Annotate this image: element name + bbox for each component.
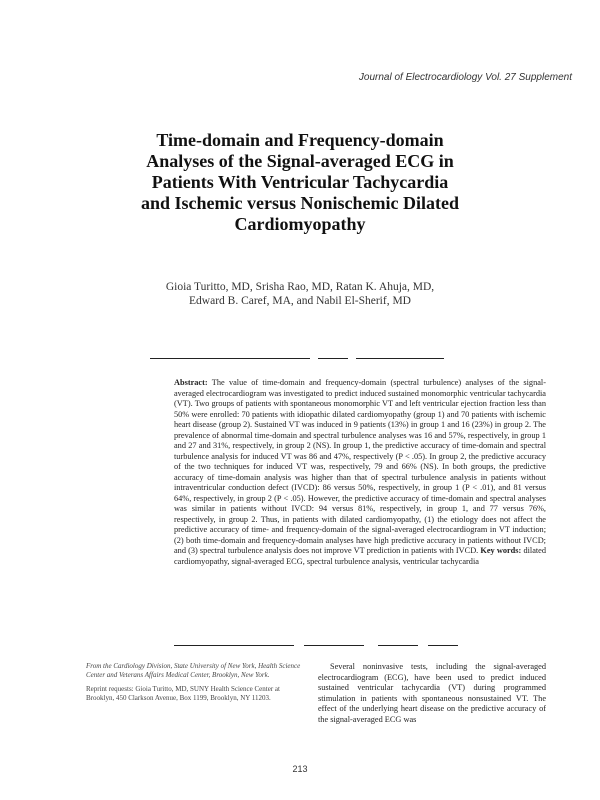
title-line: Cardiomyopathy [234,214,366,234]
abstract-label: Abstract: [174,378,208,387]
rule-divider [378,645,418,646]
rule-divider [318,358,348,359]
author-list [60,280,540,308]
affiliation-footnote: From the Cardiology Division, State University of New York, Health Science Center and Veterans Affairs Medical Center, Brooklyn, New York. [86,662,301,679]
abstract-text: The value of time-domain and frequency-domain (spectral turbulence) analyses of the signal-averaged electrocardiogram was investigated to predict induced sustained monomorphic ventricular tachycardia (VT). Two groups of patients with spontaneous monomorphic VT and left ventricular ejection fraction less than 50% were enrolled: 70 patients with idiopathic dilated cardiomyopathy (group 1) and 70 patients with ischemic heart disease (group 2). Sustained VT was induced in 9 patients (13%) in group 1 and 16 (23%) in group 2. The prevalence of abnormal time-domain and spectral turbulence analyses was 16 and 57%, respectively, in group 1 and 27 and 31%, respectively, in group 2 (NS). In group 1, the predictive accuracy of time-domain and spectral turbulence analysis for induced VT was 86 and 47%, respectively (P < .05). In group 2, the predictive accuracy of the two techniques for induced VT was, respectively, 79 and 66% (NS). In both groups, the predictive accuracy of time-domain analysis was higher than that of spectral turbulence analysis in patients without intraventricular conduction defect (IVCD): 86 versus 50%, respectively, in group 1 (P < .01), and 81 versus 64%, respectively, in group 2 (P < .05). However, the predictive accuracy of time-domain and spectral analyses was similar in patients without IVCD: 94 versus 81%, respectively, in group 1, and 77 versus 76%, respectively, in group 2. Thus, in patients with dilated cardiomyopathy, (1) the etiology does not affect the predictive accuracy of time- and frequency-domain of the signal-averaged electrocardiogram in VT induction; (2) both time-domain and frequency-domain analyses have high predictive accuracy in patients without IVCD; and (3) spectral turbulence analysis does not improve VT prediction in patients with IVCD. [174,378,546,555]
article-title [60,130,540,235]
abstract [174,378,546,567]
rule-divider [304,645,364,646]
author-line: Edward B. Caref, MA, and Nabil El-Sherif, MD [189,295,411,307]
keywords-label: Key words: [480,546,522,555]
keywords-text: dilated cardiomyopathy, signal-averaged ECG, spectral turbulence analysis, ventricular tachycardia [174,546,547,566]
author-line: Gioia Turitto, MD, Srisha Rao, MD, Ratan K. Ahuja, MD, [165,281,435,293]
title-line: Patients With Ventricular Tachycardia [151,172,449,192]
rule-divider [356,358,416,359]
page-number: 213 [292,764,308,774]
footnotes [86,662,306,708]
rule-divider [428,645,458,646]
rule-divider [150,358,310,359]
intro-paragraph: Several noninvasive tests, including the signal-averaged electrocardiogram (ECG), have been used to predict induced sustained ventricular tachycardia (VT) during programmed stimulation in patients with spontaneous nonsustained VT. The effect of the underlying heart disease on the predictive accuracy of the signal-averaged ECG was [318,662,546,724]
title-line: Analyses of the Signal-averaged ECG in [146,151,454,171]
rule-divider [414,358,444,359]
rule-divider [174,645,294,646]
journal-header: Journal of Electrocardiology Vol. 27 Supplement [358,72,572,83]
reprint-footnote: Reprint requests: Gioia Turitto, MD, SUNY Health Science Center at Brooklyn, 450 Clarkson Avenue, Box 1199, Brooklyn, NY 11203. [86,685,280,702]
title-line: and Ischemic versus Nonischemic Dilated [141,193,459,213]
title-line: Time-domain and Frequency-domain [156,130,444,150]
